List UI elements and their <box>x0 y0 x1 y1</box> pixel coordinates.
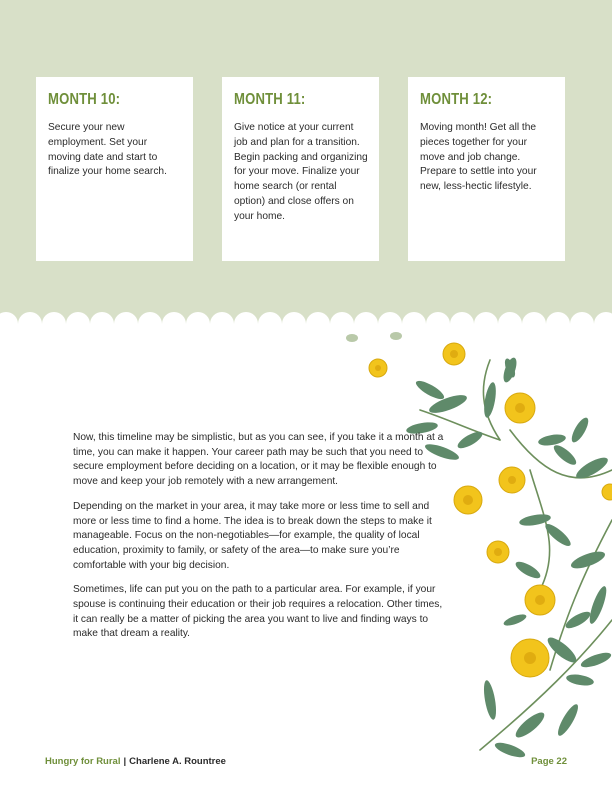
author-name: Charlene A. Rountree <box>129 756 226 767</box>
paragraph-2: Depending on the market in your area, it may take more or less time to sell and more or less time to find a home. The idea is to break down the steps to make it manageable. Focus on the non-negotiables—for example, the quality of local education, proximity to family, or safety of the area—to make sure you’re comfortable with your big decision. <box>73 500 432 571</box>
month-11-text: Give notice at your current job and plan for a transition. Begin packing and organizing for your move. Finalize your home search (or rental option) and close offers on your home. <box>234 122 368 222</box>
page-number: Page 22 <box>531 756 567 767</box>
book-title: Hungry for Rural <box>45 756 121 767</box>
body-text <box>73 431 445 652</box>
month-10-text: Secure your new employment. Set your moving date and start to finalize your home search. <box>48 122 167 178</box>
footer-separator: | <box>123 756 127 767</box>
footer-credit <box>45 756 226 767</box>
month-12-title: MONTH 12: <box>420 91 493 108</box>
month-11-card <box>222 77 379 261</box>
page-footer <box>0 752 612 774</box>
month-10-title: MONTH 10: <box>48 91 121 108</box>
paragraph-3: Sometimes, life can put you on the path to a particular area. For example, if your spouse is continuing their education or their job requires a relocation. Other times, it can really be a matter of picking the area you want to live and finding ways to make that dream a reality. <box>73 584 443 640</box>
month-11-title: MONTH 11: <box>234 91 306 108</box>
month-10-card <box>36 77 193 261</box>
month-12-card <box>408 77 565 261</box>
month-12-text: Moving month! Get all the pieces together for your move and job change. Prepare to settle into your new, less-hectic lifestyle. <box>420 122 537 193</box>
paragraph-1: Now, this timeline may be simplistic, but as you can see, if you take it a month at a time, you can make it happen. Your career path may be such that you need to secure employment before deciding on a location, or it may be flexible enough to move and keep your job remotely with a new arrangement. <box>73 432 444 488</box>
